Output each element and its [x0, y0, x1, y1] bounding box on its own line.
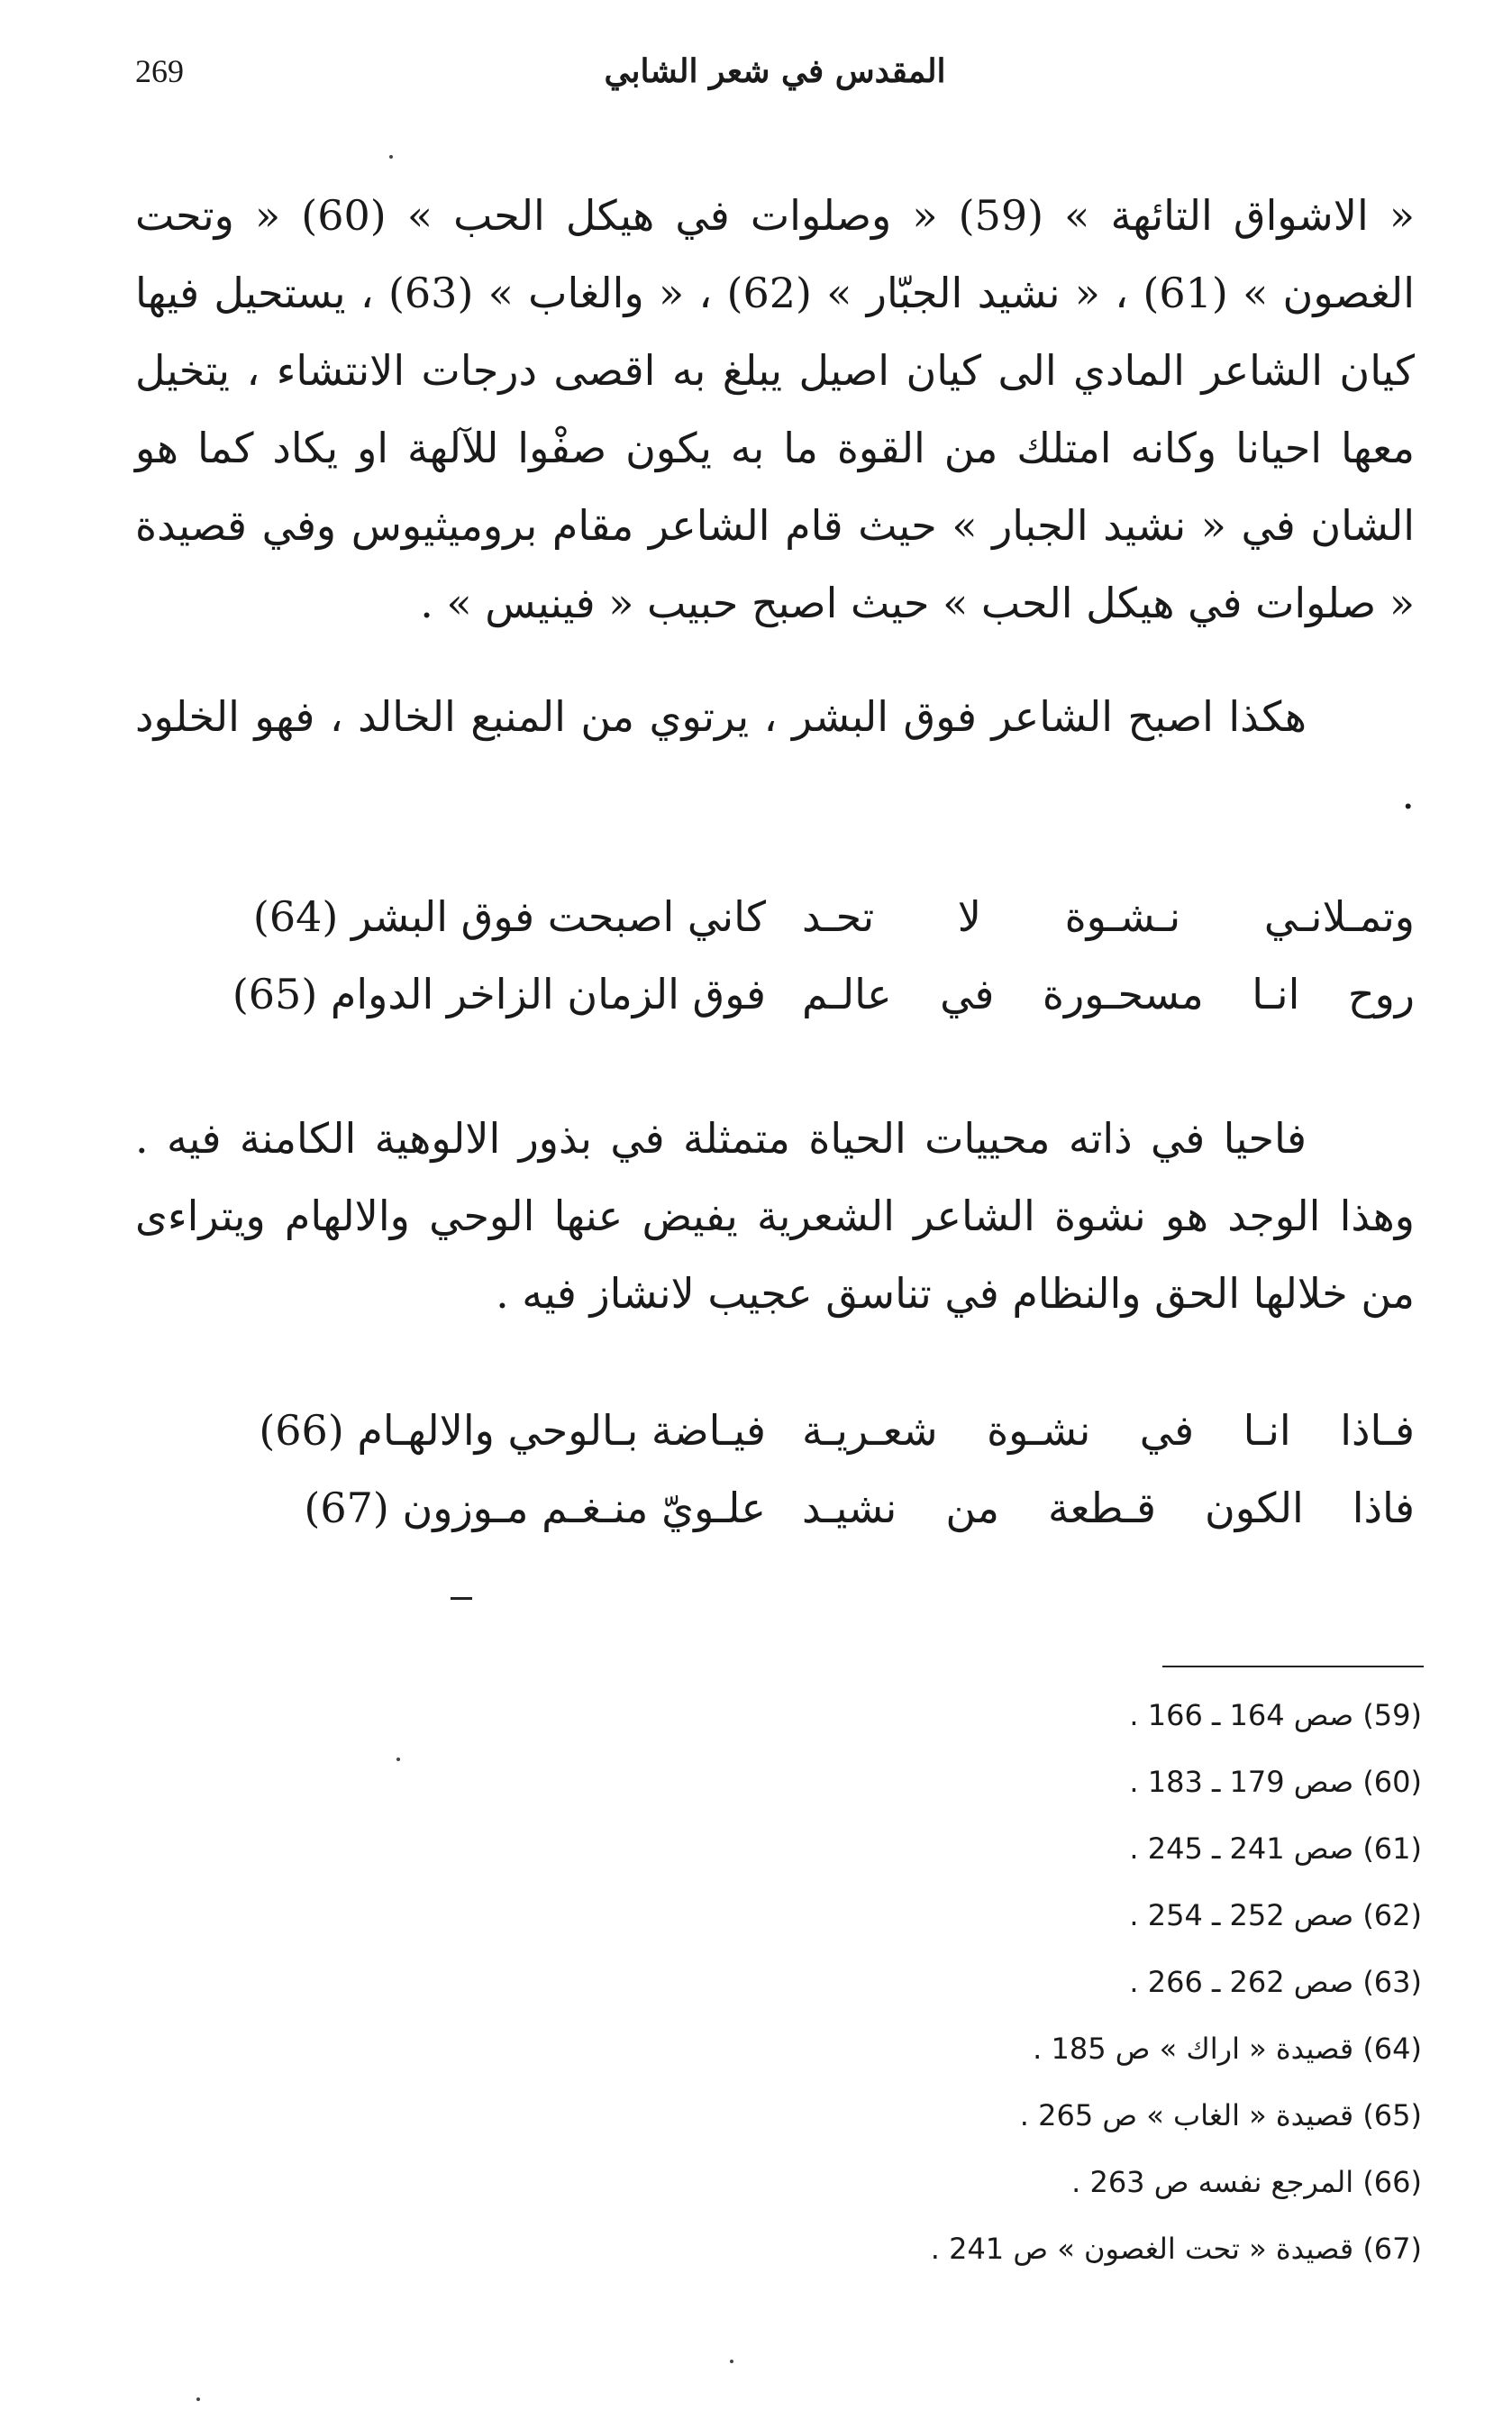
paragraph-3-block: [135, 1100, 1415, 1332]
footnote-60: (60) صص 179 ـ 183 .: [1129, 1765, 1422, 1799]
verse-hemistich-second: علـويّ منـغـم مـوزون (67): [304, 1484, 766, 1532]
verse-block-2: [135, 1406, 1415, 1561]
verse-hemistich-second: فيـاضة بـالوحي والالهـام (66): [259, 1406, 766, 1455]
verse-hemistich-second: فوق الزمان الزاخر الدوام (65): [232, 970, 766, 1018]
verse-hemistich-first: فـاذا انـا في نشـوة شعـريـة: [802, 1406, 1415, 1455]
running-title: المقدس في شعر الشابي: [604, 52, 946, 90]
verse-hemistich-second: كاني اصبحت فوق البشر (64): [252, 892, 766, 941]
footnote-63: (63) صص 262 ـ 266 .: [1129, 1965, 1422, 1999]
page-number: 269: [135, 53, 184, 89]
print-speck: [396, 1758, 400, 1761]
section-dash: [451, 1597, 472, 1600]
print-speck: [389, 155, 393, 159]
footnote-64: (64) قصيدة « اراك » ص 185 .: [1033, 2032, 1422, 2066]
paragraph-1-block: [135, 177, 1415, 642]
verse-block-1: [135, 892, 1415, 1047]
print-speck: [730, 2360, 733, 2363]
verse-line: [135, 1406, 1415, 1484]
footnote-61: (61) صص 241 ـ 245 .: [1129, 1831, 1422, 1866]
page-header: [126, 52, 1424, 106]
verse-hemistich-first: روح انـا مسحـورة في عالـم: [802, 970, 1415, 1018]
paragraph-3: فاحيا في ذاته محييات الحياة متمثلة في بذور الالوهية الكامنة فيه . وهذا الوجد هو نشوة الشاعر الشعرية يفيض عنها الوحي والالهام ويتراءى من خلالها الحق والنظام في تناسق عجيب لانشاز فيه .: [135, 1114, 1415, 1318]
verse-line: [135, 892, 1415, 970]
footnote-59: (59) صص 164 ـ 166 .: [1129, 1698, 1422, 1732]
verse-line: [135, 970, 1415, 1047]
verse-hemistich-first: وتمـلانـي نـشـوة لا تحـد: [802, 892, 1415, 941]
paragraph-2: هكذا اصبح الشاعر فوق البشر ، يرتوي من المنبع الخالد ، فهو الخلود .: [135, 692, 1415, 818]
footnote-67: (67) قصيدة « تحت الغصون » ص 241 .: [930, 2232, 1422, 2266]
paragraph-1: « الاشواق التائهة » (59) « وصلوات في هيكل الحب » (60) « وتحت الغصون » (61) ، « نشيد الجبّار » (62) ، « والغاب » (63) ، يستحيل فيها كيان الشاعر المادي الى كيان اصيل يبلغ به اقصى درجات الانتشاء ، يتخيل معها احيانا وكانه امتلك من القوة ما به يكون صفْوا للآلهة او يكاد كما هو الشان في « نشيد الجبار » حيث قام الشاعر مقام بروميثيوس وفي قصيدة « صلوات في هيكل الحب » حيث اصبح حبيب « فينيس » .: [135, 191, 1415, 627]
print-speck: [196, 2397, 200, 2401]
footnote-separator: [1162, 1666, 1424, 1667]
paragraph-2-block: [135, 678, 1415, 833]
verse-line: [135, 1484, 1415, 1561]
footnote-66: (66) المرجع نفسه ص 263 .: [1071, 2165, 1422, 2199]
footnotes-list: [791, 1682, 1422, 2282]
verse-hemistich-first: فاذا الكون قـطعة من نشيـد: [802, 1484, 1415, 1532]
footnote-65: (65) قصيدة « الغاب » ص 265 .: [1019, 2098, 1422, 2132]
footnote-62: (62) صص 252 ـ 254 .: [1129, 1898, 1422, 1932]
